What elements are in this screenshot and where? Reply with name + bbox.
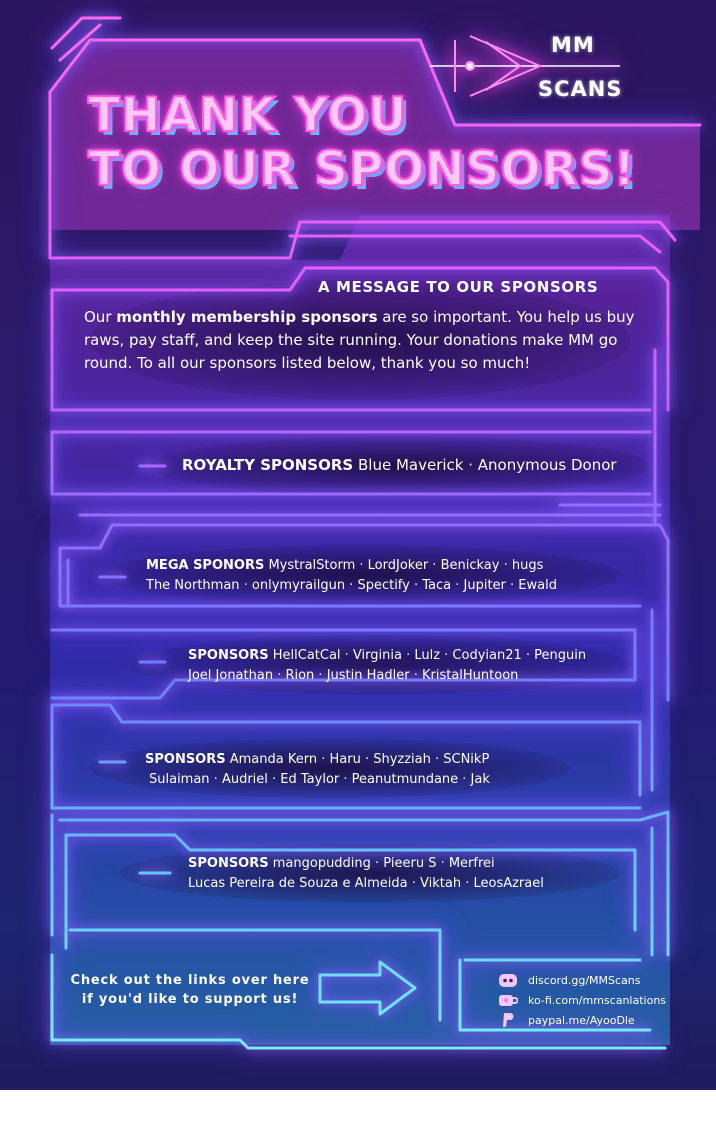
- arrow-right-icon: [320, 962, 416, 1014]
- message-bold: monthly membership sponsors: [116, 308, 378, 326]
- link-discord[interactable]: [498, 972, 640, 988]
- tier-names-line1: Amanda Kern · Haru · Shyzziah · SCNikP: [225, 752, 490, 767]
- tier-label: ROYALTY SPONSORS: [182, 456, 354, 474]
- cta-line1: Check out the links over here: [70, 973, 310, 988]
- message-rest: are so important. You help us buy raws, pay staff, and keep the site running. Your donations make MM go round. To all our sponsors listed below, thank you so much!: [84, 308, 635, 372]
- tier-names-line2: Lucas Pereira de Souza e Almeida · Viktah · LeosAzrael: [188, 876, 544, 891]
- tier-sponsors-3: [188, 854, 544, 894]
- tier-royalty: [182, 456, 617, 474]
- tier-names-line1: MystralStorm · LordJoker · Benickay · hugs: [264, 558, 544, 573]
- discord-icon: [498, 972, 518, 988]
- tier-sponsors-1: [188, 646, 586, 686]
- logo-text-mm: MM: [551, 33, 595, 57]
- tier-names-line1: HellCatCal · Virginia · Lulz · Codyian21 · Penguin: [268, 648, 587, 663]
- tier-mega: [146, 556, 557, 596]
- support-cta: [60, 971, 320, 1009]
- tier-label: SPONSORS: [145, 752, 226, 767]
- message-body: [84, 306, 644, 375]
- link-text[interactable]: ko-fi.com/mmscanlations: [528, 993, 667, 1007]
- link-paypal[interactable]: [498, 1012, 635, 1028]
- page-title-line1: THANK YOU: [88, 88, 408, 143]
- tier-names-line2: Joel Jonathan · Rion · Justin Hadler · KristalHuntoon: [188, 668, 519, 683]
- tier-names: Blue Maverick · Anonymous Donor: [353, 456, 617, 474]
- link-kofi[interactable]: [498, 992, 666, 1008]
- page-title-line2: TO OUR SPONSORS!: [88, 142, 636, 197]
- link-text[interactable]: paypal.me/AyooDle: [528, 1013, 635, 1027]
- logo-text-scans: SCANS: [538, 77, 623, 101]
- message-intro: Our: [84, 308, 117, 326]
- tier-label: SPONSORS: [188, 648, 269, 663]
- paypal-icon: [498, 1012, 518, 1028]
- tier-names-line2: The Northman · onlymyrailgun · Spectify · Taca · Jupiter · Ewald: [146, 578, 557, 593]
- kofi-cup-icon: [498, 992, 518, 1008]
- tier-label: SPONSORS: [188, 856, 269, 871]
- message-heading: A MESSAGE TO OUR SPONSORS: [318, 278, 599, 296]
- tier-names-line2: Sulaiman · Audriel · Ed Taylor · Peanutmundane · Jak: [149, 772, 490, 787]
- tier-label: MEGA SPONORS: [146, 558, 265, 573]
- link-text[interactable]: discord.gg/MMScans: [528, 973, 641, 987]
- tier-names-line1: mangopudding · Pieeru S · Merfrei: [268, 856, 495, 871]
- tier-sponsors-2: [145, 750, 490, 790]
- cta-line2: if you'd like to support us!: [81, 992, 299, 1007]
